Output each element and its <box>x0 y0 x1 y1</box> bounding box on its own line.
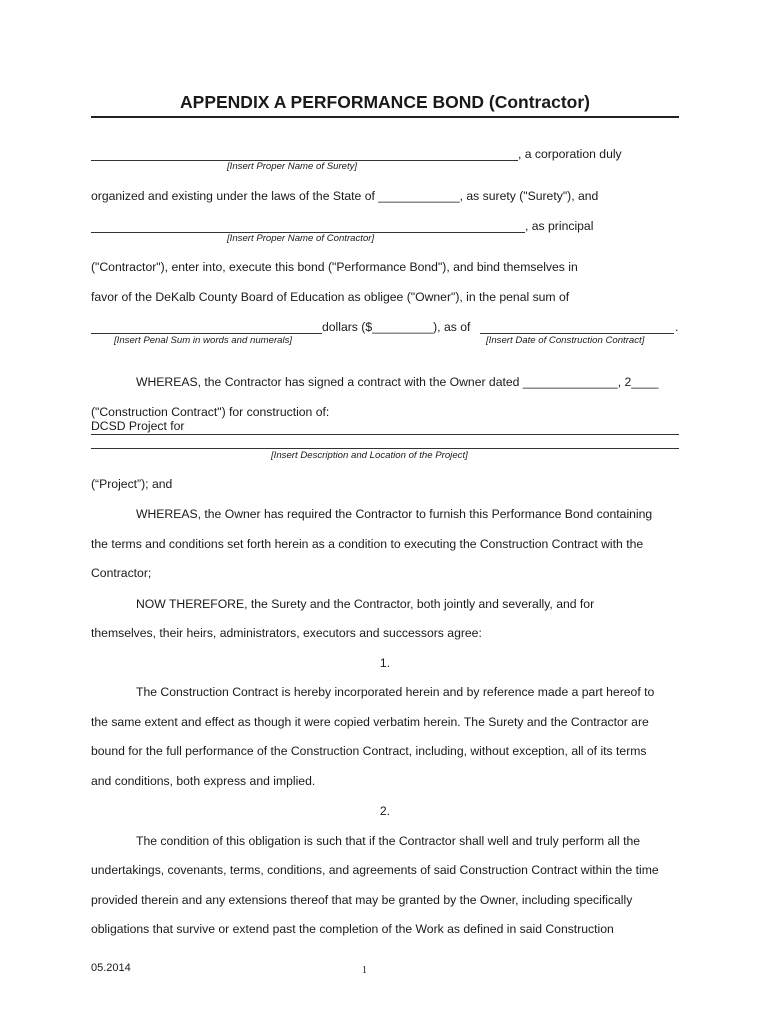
contract-date-blank <box>480 333 674 334</box>
surety-line-suffix: , a corporation duly <box>518 147 622 161</box>
penal-caption: [Insert Penal Sum in words and numerals] <box>114 335 293 346</box>
section-1-line: and conditions, both express and implied. <box>91 774 316 788</box>
section-2-number: 2. <box>379 804 391 818</box>
penal-sum-blank <box>91 333 322 334</box>
penal-line-middle: dollars ($_________), as of <box>322 320 471 334</box>
project-caption: [Insert Description and Location of the Project] <box>271 450 468 461</box>
section-2-line: obligations that survive or extend past the completion of the Work as defined in said Construction <box>91 922 614 936</box>
date-caption: [Insert Date of Construction Contract] <box>486 335 645 346</box>
section-2-line: provided therein and any extensions thereof that may be granted by the Owner, including specifically <box>91 893 633 907</box>
contractor-paragraph: ("Contractor"), enter into, execute this bond ("Performance Bond"), and bind themselves in <box>91 260 578 274</box>
section-2-line: The condition of this obligation is such that if the Contractor shall well and truly perform all the <box>136 834 641 848</box>
whereas-contract-line: WHEREAS, the Contractor has signed a contract with the Owner dated ______________, 2____ <box>136 375 659 389</box>
contractor-line-suffix: , as principal <box>525 219 594 233</box>
project-line-rule <box>91 434 679 435</box>
whereas-line: Contractor; <box>91 566 152 580</box>
section-1-line: The Construction Contract is hereby incorporated herein and by reference made a part hereof to <box>136 685 655 699</box>
whereas-line: WHEREAS, the Owner has required the Contractor to furnish this Performance Bond containing <box>136 507 653 521</box>
project-description-blank <box>91 448 679 449</box>
section-2-line: undertakings, covenants, terms, conditions, and agreements of said Construction Contract within the time <box>91 863 659 877</box>
now-therefore-line: NOW THEREFORE, the Surety and the Contractor, both jointly and severally, and for <box>136 597 595 611</box>
favor-line: favor of the DeKalb County Board of Education as obligee ("Owner"), in the penal sum of <box>91 290 570 304</box>
surety-caption: [Insert Proper Name of Surety] <box>227 161 358 172</box>
footer-date: 05.2014 <box>91 962 131 974</box>
document-title: APPENDIX A PERFORMANCE BOND (Contractor) <box>91 92 679 118</box>
page-number: 1 <box>362 965 367 976</box>
whereas-line: the terms and conditions set forth herein as a condition to executing the Construction Contract with the <box>91 537 644 551</box>
construction-contract-line: ("Construction Contract") for construction of: <box>91 405 330 419</box>
contractor-caption: [Insert Proper Name of Contractor] <box>227 233 375 244</box>
section-1-line: the same extent and effect as though it were copied verbatim herein. The Surety and the Contractor are <box>91 715 649 729</box>
project-line: DCSD Project for <box>91 419 185 433</box>
section-1-line: bound for the full performance of the Construction Contract, including, without exception, all of its terms <box>91 744 647 758</box>
project-and-line: (“Project”); and <box>91 477 173 491</box>
section-1-number: 1. <box>379 656 391 670</box>
now-therefore-line: themselves, their heirs, administrators, executors and successors agree: <box>91 626 482 640</box>
organized-line: organized and existing under the laws of the State of ____________, as surety ("Surety"), and <box>91 189 599 203</box>
penal-line-end: . <box>675 320 679 334</box>
